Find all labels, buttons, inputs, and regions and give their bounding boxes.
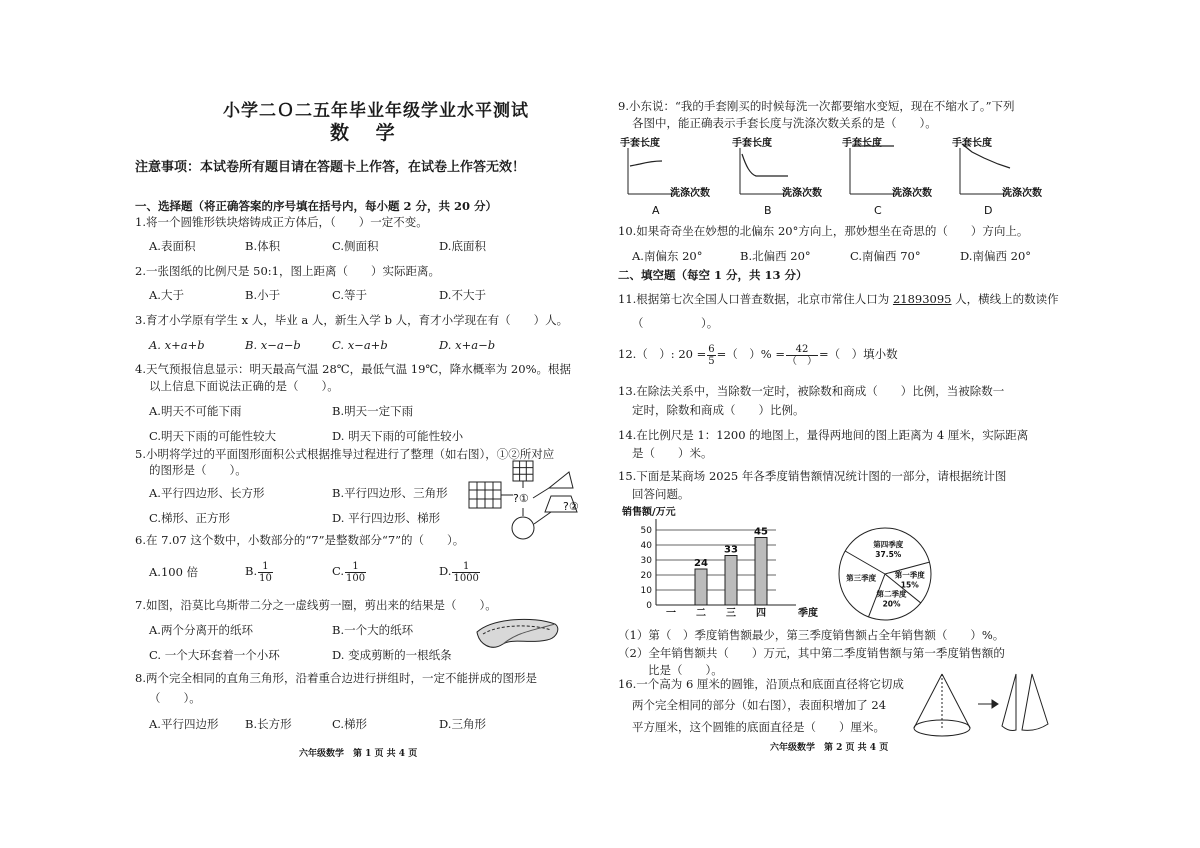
q5-stem-line1: 5.小明将学过的平面图形面积公式根据推导过程进行了整理（如右图），①②所对应: [135, 447, 555, 461]
q6-option-a: A.100 倍: [149, 565, 199, 579]
notice: 注意事项：本试卷所有题目请在答题卡上作答，在试卷上作答无效！: [135, 160, 526, 175]
q14-line1: 14.在比例尺是 1：1200 的地图上，量得两地间的图上距离为 4 厘米，实际距离: [618, 428, 1029, 442]
q9-graph-d: [952, 136, 1042, 217]
bar-category-label: 四: [756, 608, 766, 619]
exam-title: 小学二Ｏ二五年毕业年级学业水平测试: [223, 101, 529, 121]
q3-option-c: C. x−a+b: [332, 338, 388, 352]
q5-option-c: C.梯形、正方形: [149, 511, 231, 525]
q3-option-b: B. x−a−b: [245, 338, 301, 352]
q9-stem-line2: 各图中，能正确表示手套长度与洗涤次数关系的是（ ）。: [632, 116, 937, 130]
q7-option-b: B.一个大的纸环: [332, 623, 414, 637]
bar-data-label: 24: [694, 558, 708, 569]
arrow-icon: [978, 700, 998, 708]
pie-slice-percent: 20%: [882, 599, 901, 609]
q16-line3: 平方厘米，这个圆锥的底面直径是（ ）厘米。: [632, 720, 885, 734]
q13-line2: 定时，除数和商成（ ）比例。: [632, 403, 805, 417]
q16-cone-figure: [908, 670, 1058, 740]
cone-shape: [914, 674, 970, 736]
bar-category-label: 二: [696, 608, 706, 619]
q9-option-d: D: [984, 204, 993, 217]
q9-xlabel: 洗涤次数: [892, 188, 932, 199]
bar-xlabel: 季度: [798, 608, 818, 619]
q4-stem-line2: 以上信息下面说法正确的是（ ）。: [149, 379, 339, 393]
bar-4: [755, 538, 767, 606]
q5-option-a: A.平行四边形、长方形: [149, 486, 265, 500]
q16-line1: 16.一个高为 6 厘米的圆锥，沿顶点和底面直径将它切成: [618, 677, 904, 691]
q1-option-c: C.侧面积: [332, 239, 379, 253]
q15-pie-chart: [833, 526, 943, 626]
q9-option-b: B: [764, 204, 772, 217]
section-fill-heading: 二、填空题（每空 1 分，共 13 分）: [618, 268, 808, 282]
q15-bar-chart: [618, 505, 818, 617]
grid-square-shape: [513, 461, 533, 481]
q8-option-a: A.平行四边形: [149, 717, 219, 731]
q7-option-a: A.两个分离开的纸环: [149, 623, 253, 637]
q11-line1: 11.根据第七次全国人口普查数据，北京市常住人口为 21893095 人，横线上的数读作: [618, 292, 1059, 306]
q4-option-b: B.明天一定下雨: [332, 404, 414, 418]
q4-option-a: A.明天不可能下雨: [149, 404, 242, 418]
mobius-strip-figure: [473, 614, 563, 656]
half-cone-right-shape: [1022, 674, 1048, 730]
q13-line1: 13.在除法关系中，当除数一定时，被除数和商成（ ）比例，当被除数一: [618, 384, 1005, 398]
q7-option-c: C. 一个大环套着一个小环: [149, 648, 280, 662]
bar-ytick-label: 20: [640, 571, 652, 581]
q4-option-d: D. 明天下雨的可能性较小: [332, 429, 464, 443]
q10-option-a: A.南偏东 20°: [632, 249, 703, 263]
q15-sub2-line1: （2）全年销售额共（ ）万元，其中第二季度销售额与第一季度销售额的: [618, 646, 1005, 660]
q9-xlabel: 洗涤次数: [670, 188, 710, 199]
pie-slice-label: 第二季度: [876, 589, 907, 599]
q10-option-d: D.南偏西 20°: [960, 249, 1032, 263]
q16-line2: 两个完全相同的部分（如右图），表面积增加了 24: [632, 698, 887, 712]
subject-title: 数 学: [330, 122, 405, 144]
half-cone-left-shape: [1002, 674, 1016, 731]
q11-line2: （ ）。: [632, 316, 719, 330]
q3-option-a: A. x+a+b: [149, 338, 205, 352]
grid-rectangle-shape: [469, 482, 501, 508]
q1-option-b: B.体积: [245, 239, 281, 253]
q14-line2: 是（ ）米。: [632, 446, 713, 460]
q5-option-d: D. 平行四边形、梯形: [332, 511, 441, 525]
q8-stem-line1: 8.两个完全相同的直角三角形，沿着重合边进行拼组时，一定不能拼成的图形是: [135, 671, 537, 685]
bar-ytick-label: 40: [640, 541, 652, 551]
q9-graph-c: [842, 136, 932, 217]
q9-ylabel: 手套长度: [952, 138, 992, 149]
q1-stem: 1.将一个圆锥形铁块熔铸成正方体后，（ ）一定不变。: [135, 215, 428, 229]
bar-category-label: 三: [726, 608, 736, 619]
bar-category-label: 一: [666, 608, 676, 619]
q6-option-b: B. $\frac{1}{10}$: [245, 560, 272, 584]
pie-slice-label: 第四季度: [873, 539, 904, 549]
pie-slice-label: 第一季度: [894, 570, 925, 580]
pie-slice-label: 第三季度: [846, 573, 877, 583]
bar-3: [725, 556, 737, 606]
q10-option-c: C.南偏西 70°: [850, 249, 921, 263]
q2-stem: 2.一张图纸的比例尺是 50:1，图上距离（ ）实际距离。: [135, 264, 440, 278]
q4-stem-line1: 4.天气预报信息显示：明天最高气温 28℃，最低气温 19℃，降水概率为 20%。根据: [135, 362, 571, 376]
footer-left: 六年级数学 第 1 页 共 4 页: [299, 749, 418, 759]
q7-stem: 7.如图，沿莫比乌斯带二分之一虚线剪一圈，剪出来的结果是（ ）。: [135, 598, 497, 612]
pie-slice-percent: 37.5%: [875, 549, 902, 559]
q9-ylabel: 手套长度: [620, 138, 660, 149]
q9-graph-a: [620, 136, 710, 217]
bar-ytick-label: 0: [646, 601, 652, 611]
q6-stem: 6.在 7.07 这个数中，小数部分的“7”是整数部分“7”的（ ）。: [135, 533, 465, 547]
footer-right: 六年级数学 第 2 页 共 4 页: [770, 743, 889, 753]
q2-option-a: A.大于: [149, 288, 184, 302]
left-page: [135, 0, 605, 848]
q4-option-c: C.明天下雨的可能性较大: [149, 429, 277, 443]
q9-ylabel: 手套长度: [842, 138, 882, 149]
q1-option-a: A.表面积: [149, 239, 196, 253]
q7-option-d: D. 变成剪断的一根纸条: [332, 648, 452, 662]
q2-option-c: C.等于: [332, 288, 368, 302]
q5-stem-line2: 的图形是（ ）。: [149, 463, 247, 477]
q2-option-d: D.不大于: [439, 288, 486, 302]
q9-option-c: C: [874, 204, 882, 217]
section-choice-heading: 一、选择题（将正确答案的序号填在括号内，每小题 2 分，共 20 分）: [135, 199, 498, 213]
q15-sub1: （1）第（ ）季度销售额最少，第三季度销售额占全年销售额（ ）%。: [618, 628, 1005, 642]
q9-xlabel: 洗涤次数: [782, 188, 822, 199]
q3-option-d: D. x+a−b: [439, 338, 496, 352]
q5-mark-2: ?②: [563, 500, 579, 513]
q9-ylabel: 手套长度: [732, 138, 772, 149]
q11-population-number: 21893095: [892, 292, 952, 306]
bar-data-label: 45: [754, 526, 768, 538]
right-page: [618, 0, 1068, 848]
bar-ytick-label: 10: [640, 586, 652, 596]
q5-shapes-figure: [465, 458, 595, 563]
q8-option-c: C.梯形: [332, 717, 368, 731]
q9-option-a: A: [652, 204, 660, 217]
q10-option-b: B.北偏西 20°: [740, 249, 811, 263]
q6-option-d: D. $\frac{1}{1000}$: [439, 560, 479, 584]
bar-ytick-label: 30: [640, 556, 652, 566]
q8-stem-line2: （ ）。: [149, 691, 201, 705]
bar-data-label: 33: [724, 544, 738, 556]
bar-ylabel: 销售额/万元: [622, 507, 676, 518]
q12-line: 12.（ ）: 20 = $\frac{6}{5}$ =（ ）% = $\frac{42}{( )}$ =（ ）填小数: [618, 343, 898, 367]
q10-stem: 10.如果奇奇坐在妙想的北偏东 20°方向上，那妙想坐在奇思的（ ）方向上。: [618, 224, 1029, 238]
q9-xlabel: 洗涤次数: [1002, 188, 1042, 199]
q6-option-c: C. $\frac{1}{100}$: [332, 560, 366, 584]
q5-mark-1: ?①: [513, 492, 529, 505]
q9-curve: [630, 161, 662, 166]
q9-graph-b: [732, 136, 822, 217]
q1-option-d: D.底面积: [439, 239, 486, 253]
bar-ytick-label: 50: [640, 526, 652, 536]
q8-option-b: B.长方形: [245, 717, 292, 731]
q3-stem: 3.育才小学原有学生 x 人，毕业 a 人，新生入学 b 人，育才小学现在有（ ）人。: [135, 313, 569, 327]
q15-line1: 15.下面是某商场 2025 年各季度销售额情况统计图的一部分，请根据统计图: [618, 469, 1007, 483]
q9-stem-line1: 9.小东说：“我的手套刚买的时候每洗一次都要缩水变短，现在不缩水了。”下列: [618, 99, 1015, 113]
circle-shape: [512, 517, 534, 539]
q2-option-b: B.小于: [245, 288, 281, 302]
q9-graphs: [618, 134, 1068, 218]
q15-sub2-line2: 比是（ ）。: [648, 663, 723, 677]
bar-2: [695, 569, 707, 605]
triangle-shape: [549, 472, 573, 488]
pie-slice-percent: 15%: [900, 580, 919, 590]
q5-option-b: B.平行四边形、三角形: [332, 486, 448, 500]
q9-curve: [742, 154, 788, 176]
q8-option-d: D.三角形: [439, 717, 486, 731]
q15-line2: 回答问题。: [632, 487, 690, 501]
